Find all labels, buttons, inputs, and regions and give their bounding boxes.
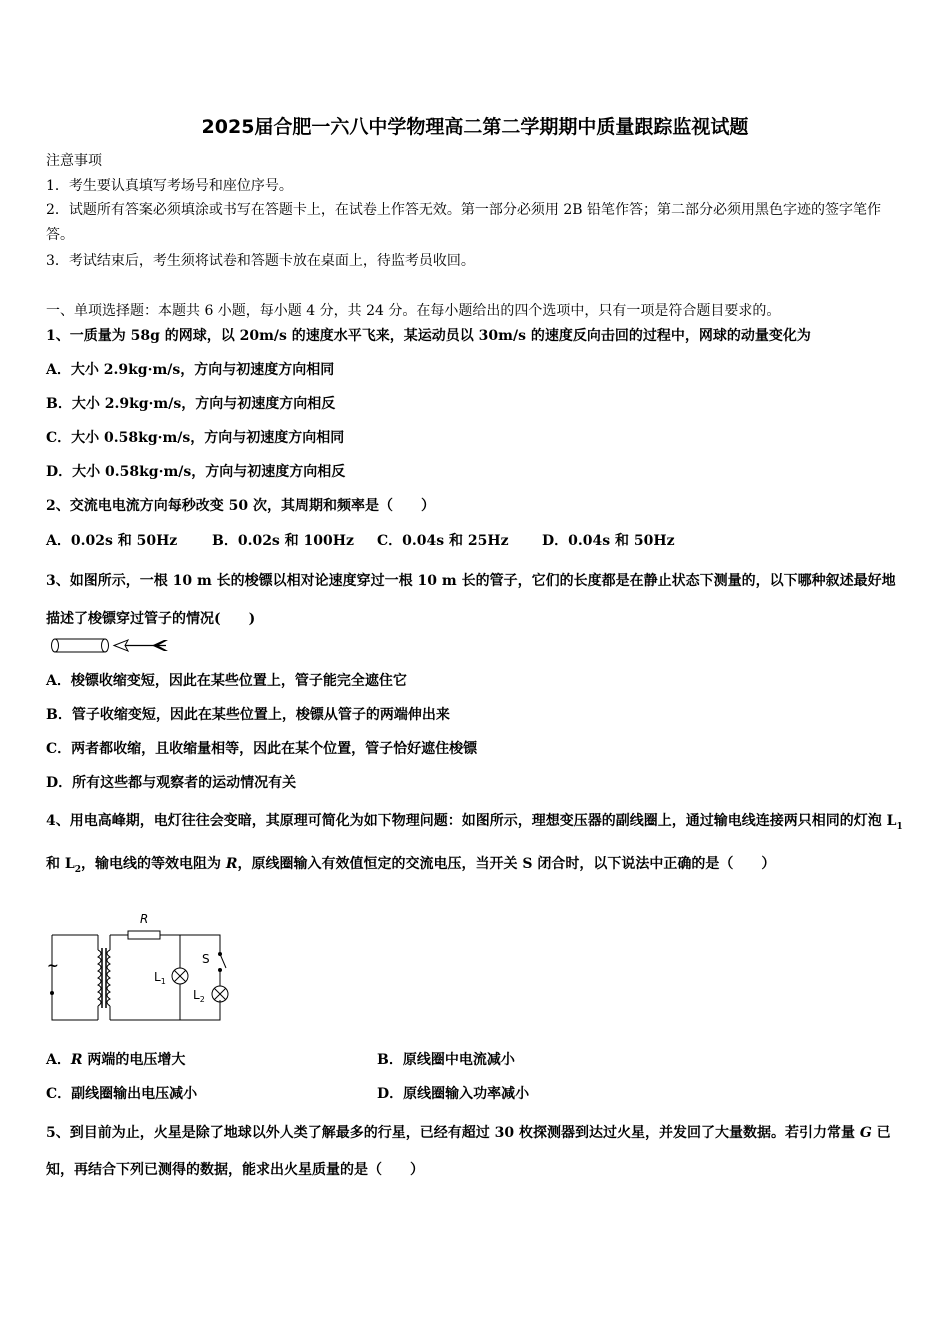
q4-option-c[interactable]: C．副线圈输出电压减小: [46, 1086, 198, 1102]
ac-source-label: ~: [47, 958, 59, 974]
q3-option-a[interactable]: A．梭镖收缩变短，因此在某些位置上，管子能完全遮住它: [46, 673, 407, 689]
page-title: 2025届合肥一六八中学物理高二第二学期期中质量跟踪监视试题: [201, 116, 749, 138]
notice-item-3: 3．考试结束后，考生须将试卷和答题卡放在桌面上，待监考员收回。: [46, 253, 475, 269]
q1-option-d[interactable]: D．大小 0.58kg·m/s，方向与初速度方向相反: [46, 464, 346, 480]
q1-option-c[interactable]: C．大小 0.58kg·m/s，方向与初速度方向相同: [46, 430, 345, 446]
q3-option-d[interactable]: D．所有这些都与观察者的运动情况有关: [46, 775, 297, 791]
spear-shape: [114, 640, 168, 651]
q4-option-b[interactable]: B．原线圈中电流减小: [377, 1052, 515, 1068]
q1-option-a[interactable]: A．大小 2.9kg·m/s，方向与初速度方向相同: [46, 362, 335, 378]
q3-option-b[interactable]: B．管子收缩变短，因此在某些位置上，梭镖从管子的两端伸出来: [46, 707, 450, 723]
q2-option-b[interactable]: B．0.02s 和 100Hz: [212, 533, 354, 549]
question-1-stem: 1、一质量为 58g 的网球，以 20m/s 的速度水平飞来，某运动员以 30m/s 的速度反向击回的过程中，网球的动量变化为: [46, 328, 811, 344]
notice-item-2: 2．试题所有答案必须填涂或书写在答题卡上，在试卷上作答无效。第一部分必须用 2B 铅笔作答；第二部分必须用黑色字迹的签字笔作答。: [46, 202, 881, 243]
tube-shape: [52, 639, 109, 652]
question-4-stem: 4、用电高峰期，电灯往往会变暗，其原理可简化为如下物理问题：如图所示，理想变压器的副线圈上，通过输电线连接两只相同的灯泡 $L_1$和 $L_2$，输电线的等效电阻为 R，原线圈输入有效值恒定的交流电压，当开关 S 闭合时，以下说法中正确的是（ ）: [46, 813, 903, 875]
s-label: S: [202, 952, 210, 966]
l1-label: $L_1$: [154, 970, 166, 986]
l2-label: $L_2$: [193, 988, 205, 1004]
switch-s: [220, 954, 226, 968]
q2-option-a[interactable]: A．0.02s 和 50Hz: [46, 533, 178, 549]
section-heading: 一、单项选择题：本题共 6 小题，每小题 4 分，共 24 分。在每小题给出的四个选项中，只有一项是符合题目要求的。: [46, 303, 781, 319]
r-label: R: [140, 912, 149, 926]
resistor-r: [128, 931, 160, 939]
transformer-circuit: [40, 910, 240, 1028]
q1-option-b[interactable]: B．大小 2.9kg·m/s，方向与初速度方向相反: [46, 396, 336, 412]
tube-spear-figure: [48, 635, 173, 657]
question-5-stem: 5、到目前为止，火星是除了地球以外人类了解最多的行星，已经有超过 30 枚探测器到达过火星，并发回了大量数据。若引力常量 G 已知，再结合下列已测得的数据，能求出火星质量的是（ ）: [46, 1125, 891, 1178]
q3-option-c[interactable]: C．两者都收缩，且收缩量相等，因此在某个位置，管子恰好遮住梭镖: [46, 741, 478, 757]
notice-item-1: 1．考生要认真填写考场号和座位序号。: [46, 178, 293, 194]
q4-option-d[interactable]: D．原线圈输入功率减小: [377, 1086, 530, 1102]
question-2-stem: 2、交流电电流方向每秒改变 50 次，其周期和频率是（ ）: [46, 498, 435, 514]
q4-option-a[interactable]: A．R 两端的电压增大: [46, 1052, 186, 1068]
question-3-stem: 3、如图所示，一根 10 m 长的梭镖以相对论速度穿过一根 10 m 长的管子，它们的长度都是在静止状态下测量的，以下哪种叙述最好地描述了梭镖穿过管子的情况( ): [46, 573, 896, 627]
q2-option-d[interactable]: D．0.04s 和 50Hz: [542, 533, 675, 549]
q2-option-c[interactable]: C．0.04s 和 25Hz: [377, 533, 509, 549]
notice-heading: 注意事项: [46, 153, 102, 169]
